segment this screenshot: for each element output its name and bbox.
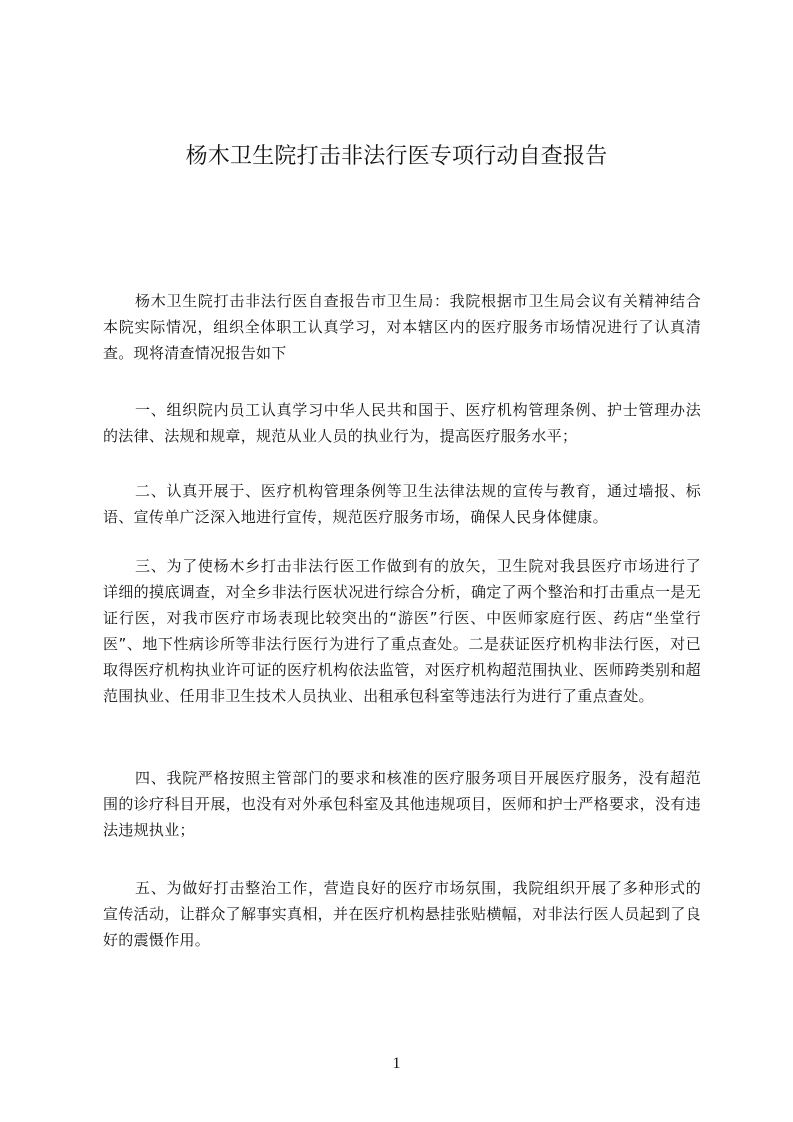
page-number: 1 <box>392 1055 401 1072</box>
paragraph-item-2: 二、认真开展于、医疗机构管理条例等卫生法律法规的宣传与教育，通过墙报、标语、宣传单广泛深入地进行宣传，规范医疗服务市场，确保人民身体健康。 <box>103 482 701 526</box>
paragraph-item-3: 三、为了使杨木乡打击非法行医工作做到有的放矢，卫生院对我县医疗市场进行了详细的摸底调查，对全乡非法行医状况进行综合分析，确定了两个整治和打击重点一是无证行医，对我市医疗市场表现比较突出的“游医”行医、中医师家庭行医、药店“坐堂行医”、地下性病诊所等非法行医行为进行了重点查处。二是获证医疗机构非法行医，对已取得医疗机构执业许可证的医疗机构依法监管，对医疗机构超范围执业、医师跨类别和超范围执业、任用非卫生技术人员执业、出租承包科室等违法行为进行了重点查处。 <box>103 557 701 705</box>
paragraph-item-4: 四、我院严格按照主管部门的要求和核准的医疗服务项目开展医疗服务，没有超范围的诊疗科目开展，也没有对外承包科室及其他违规项目，医师和护士严格要求，没有违法违规执业； <box>103 769 701 839</box>
paragraph-item-5: 五、为做好打击整治工作，营造良好的医疗市场氛围，我院组织开展了多种形式的宣传活动，让群众了解事实真相，并在医疗机构悬挂张贴横幅，对非法行医人员起到了良好的震慑作用。 <box>103 879 701 949</box>
intro-paragraph: 杨木卫生院打击非法行医自查报告市卫生局：我院根据市卫生局会议有关精神结合本院实际情况，组织全体职工认真学习，对本辖区内的医疗服务市场情况进行了认真清查。现将清查情况报告如下 <box>103 292 701 362</box>
document-title: 杨木卫生院打击非法行医专项行动自查报告 <box>185 144 608 169</box>
paragraph-item-1: 一、组织院内员工认真学习中华人民共和国于、医疗机构管理条例、护士管理办法的法律、法规和规章，规范从业人员的执业行为，提高医疗服务水平； <box>103 401 701 445</box>
